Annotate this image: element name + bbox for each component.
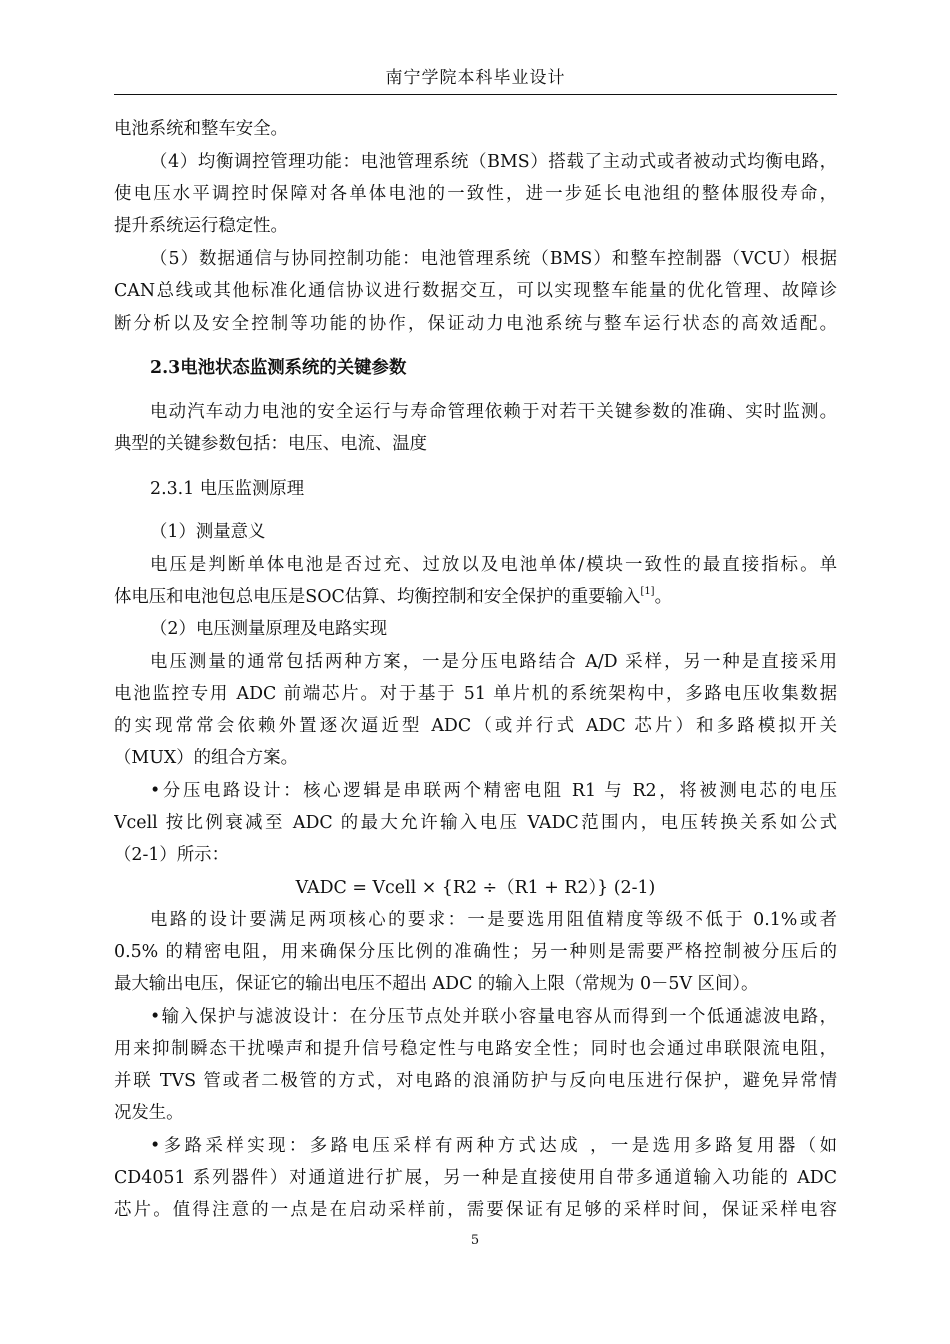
body-line: 电路的设计要满足两项核心的要求：一是要选用阻值精度等级不低于 0.1%或者	[150, 910, 837, 930]
body-line: •分压电路设计：核心逻辑是串联两个精密电阻 R1 与 R2，将被测电芯的电压	[150, 781, 837, 801]
body-line: （2-1）所示：	[114, 845, 229, 865]
body-line: 电压测量的通常包括两种方案，一是分压电路结合 A/D 采样，另一种是直接采用	[150, 652, 837, 672]
header-rule	[114, 94, 837, 95]
body-line: （2）电压测量原理及电路实现	[150, 619, 388, 639]
body-line: 提升系统运行稳定性。	[114, 216, 288, 236]
body-line: 使电压水平调控时保障对各单体电池的一致性，进一步延长电池组的整体服役寿命，	[114, 184, 837, 204]
body-line	[114, 585, 837, 609]
body-line: •多路采样实现：多路电压采样有两种方式达成 ，一是选用多路复用器（如	[150, 1136, 837, 1156]
body-line: （MUX）的组合方案。	[114, 748, 298, 768]
body-text: 。	[654, 587, 672, 607]
body-line: （4）均衡调控管理功能：电池管理系统（BMS）搭载了主动式或者被动式均衡电路，	[150, 152, 837, 172]
body-line: CD4051 系列器件）对通道进行扩展，另一种是直接使用自带多通道输入功能的 ADC	[114, 1168, 837, 1188]
body-line: 电池监控专用 ADC 前端芯片。对于基于 51 单片机的系统架构中，多路电压收集数据	[114, 684, 837, 704]
body-line: 断分析以及安全控制等功能的协作，保证动力电池系统与整车运行状态的高效适配。	[114, 314, 837, 334]
section-heading: 2.3电池状态监测系统的关键参数	[150, 358, 407, 378]
body-line: 电压是判断单体电池是否过充、过放以及电池单体/模块一致性的最直接指标。单	[150, 555, 837, 575]
body-line: 芯片。值得注意的一点是在启动采样前，需要保证有足够的采样时间，保证采样电容	[114, 1200, 837, 1220]
body-text: 体电压和电池包总电压是SOC估算、均衡控制和安全保护的重要输入	[114, 587, 641, 607]
page-number: 5	[470, 1233, 480, 1248]
page-header-title: 南宁学院本科毕业设计	[385, 68, 566, 88]
equation: VADC = Vcell × {R2 ÷（R1 + R2）} (2-1)	[295, 878, 656, 898]
body-line: 最大输出电压，保证它的输出电压不超出 ADC 的输入上限（常规为 0－5V 区间）。	[114, 974, 759, 994]
body-line: 电池系统和整车安全。	[114, 119, 288, 139]
body-line: Vcell 按比例衰减至 ADC 的最大允许输入电压 VADC范围内，电压转换关系如公式	[114, 813, 837, 833]
body-line: 况发生。	[114, 1103, 184, 1123]
body-line: （1）测量意义	[150, 522, 266, 542]
body-line: CAN总线或其他标准化通信协议进行数据交互，可以实现整车能量的优化管理、故障诊	[114, 281, 837, 301]
body-line: 0.5% 的精密电阻，用来确保分压比例的准确性；另一种则是需要严格控制被分压后的	[114, 942, 837, 962]
body-line: 典型的关键参数包括：电压、电流、温度	[114, 434, 428, 454]
body-line: （5）数据通信与协同控制功能：电池管理系统（BMS）和整车控制器（VCU）根据	[150, 249, 837, 269]
body-line: 的实现常常会依赖外置逐次逼近型 ADC（或并行式 ADC 芯片）和多路模拟开关	[114, 716, 837, 736]
body-line: 并联 TVS 管或者二极管的方式，对电路的浪涌防护与反向电压进行保护，避免异常情	[114, 1071, 837, 1091]
body-line: 电动汽车动力电池的安全运行与寿命管理依赖于对若干关键参数的准确、实时监测。	[150, 402, 837, 422]
body-line: •输入保护与滤波设计：在分压节点处并联小容量电容从而得到一个低通滤波电路，	[150, 1007, 837, 1027]
body-line: 用来抑制瞬态干扰噪声和提升信号稳定性与电路安全性；同时也会通过串联限流电阻，	[114, 1039, 837, 1059]
subsection-heading: 2.3.1 电压监测原理	[150, 479, 305, 499]
citation-ref: [1]	[640, 586, 655, 597]
